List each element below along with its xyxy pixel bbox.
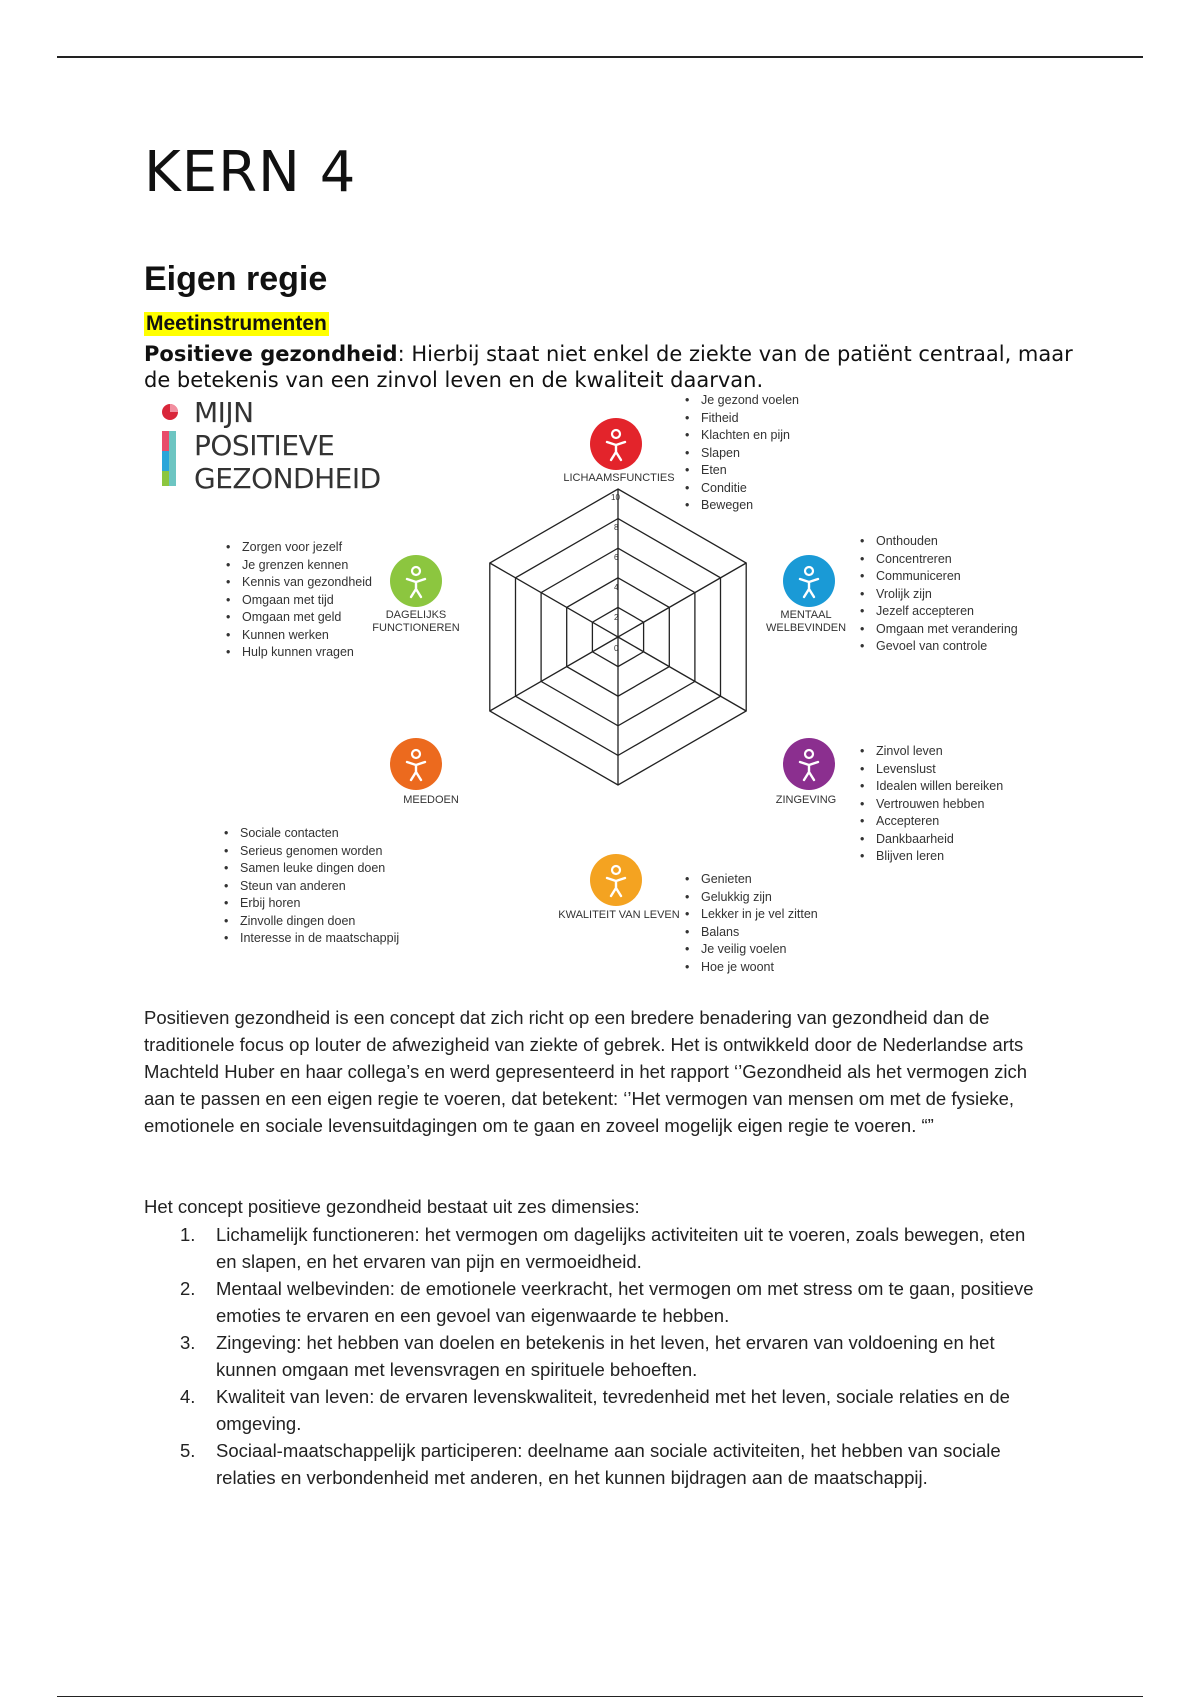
list-item: • Steun van anderen [222, 878, 399, 896]
list-item: • Dankbaarheid [858, 831, 1003, 849]
list-item [144, 1383, 1044, 1437]
list-item [144, 1437, 1044, 1491]
items-zingeving [858, 743, 1003, 866]
positive-health-figure [140, 392, 1060, 982]
person-meaning-icon [783, 738, 835, 790]
logo-line: POSITIEVE [194, 429, 335, 462]
list-item: • Zinvolle dingen doen [222, 913, 399, 931]
scale-tick: 6 [614, 553, 619, 562]
list-number: 4. [180, 1386, 196, 1407]
list-item: • Serieus genomen worden [222, 843, 399, 861]
list-item: • Je grenzen kennen [224, 557, 372, 575]
scale-tick: 8 [614, 523, 619, 532]
dimension-label-mentaal: MENTAAL WELBEVINDEN [766, 609, 847, 634]
list-item: • Accepteren [858, 813, 1003, 831]
top-rule [57, 56, 1143, 58]
list-item: • Sociale contacten [222, 825, 399, 843]
intro-rest: : Hierbij staat niet enkel de ziekte van de patiënt centraal, maar de betekenis van een zinvol leven en de kwaliteit daarvan. [144, 342, 1073, 392]
scale-tick: 0 [614, 644, 619, 653]
items-lichaamsfuncties [683, 392, 799, 515]
list-item: • Blijven leren [858, 848, 1003, 866]
list-item: • Jezelf accepteren [858, 603, 1018, 621]
list-item: • Kennis van gezondheid [224, 574, 372, 592]
list-item: • Onthouden [858, 533, 1018, 551]
list-item: • Hoe je woont [683, 959, 818, 977]
daily-life-icon [390, 555, 442, 607]
list-item [144, 1221, 1044, 1275]
list-item: • Concentreren [858, 551, 1018, 569]
grid-spoke [490, 563, 618, 637]
list-item: • Samen leuke dingen doen [222, 860, 399, 878]
list-item: • Zorgen voor jezelf [224, 539, 372, 557]
logo-line: MIJN [194, 396, 254, 429]
list-text: Sociaal-maatschappelijk participeren: deelname aan sociale activiteiten, het hebben van sociale relaties en verbondenheid met anderen, en het kunnen bijdragen aan de maatschappij. [216, 1440, 1001, 1488]
items-mentaal-welbevinden [858, 533, 1018, 656]
grid-spoke [490, 637, 618, 711]
section-heading: Eigen regie [144, 260, 328, 298]
list-number: 3. [180, 1332, 196, 1353]
list-item [144, 1329, 1044, 1383]
dimension-label-meedoen: MEEDOEN [403, 794, 459, 806]
list-item: • Zinvol leven [858, 743, 1003, 761]
list-item: • Omgaan met tijd [224, 592, 372, 610]
explanation-paragraph: Positieven gezondheid is een concept dat zich richt op een bredere benadering van gezondheid dan de traditionele focus op louter de afwezigheid van ziekte of gebrek. Het is ontwikkeld door de Nederlandse arts Machteld Huber en haar collega’s en werd gepresenteerd in het rapport ‘’Gezondheid als het vermogen zich aan te passen en een eigen regie te voeren, dat betekent: ‘’Het vermogen van mensen om met de fysieke, emotionele en sociale levensuitdagingen om te gaan en zoveel mogelijk eigen regie te voeren. “” [144, 1007, 1028, 1136]
list-item: • Balans [683, 924, 818, 942]
grid-spoke [618, 637, 746, 711]
dimensions-list [144, 1221, 1044, 1491]
items-meedoen [222, 825, 399, 948]
person-sun-icon [590, 854, 642, 906]
list-text: Kwaliteit van leven: de ervaren levenskwaliteit, tevredenheid met het leven, sociale relaties en de omgeving. [216, 1386, 1010, 1434]
grid-spoke [618, 563, 746, 637]
list-item: • Gelukkig zijn [683, 889, 818, 907]
list-item: • Kunnen werken [224, 627, 372, 645]
list-item: • Slapen [683, 445, 799, 463]
list-item [144, 1275, 1044, 1329]
dimension-label-lichaamsfuncties: LICHAAMSFUNCTIES [563, 472, 675, 484]
list-item: • Eten [683, 462, 799, 480]
dimension-label-kwaliteit: KWALITEIT VAN LEVEN [558, 909, 680, 921]
list-item: • Omgaan met geld [224, 609, 372, 627]
scale-tick: 4 [614, 583, 619, 592]
list-item: • Klachten en pijn [683, 427, 799, 445]
hexagon-grid [490, 489, 746, 785]
list-item: • Communiceren [858, 568, 1018, 586]
items-kwaliteit-van-leven [683, 871, 818, 976]
dimension-label-dagelijks: DAGELIJKS FUNCTIONEREN [372, 609, 460, 634]
person-mind-icon [783, 555, 835, 607]
scale-tick: 10 [611, 493, 620, 502]
logo-mark [162, 404, 178, 486]
running-person-icon [590, 418, 642, 470]
list-item: • Conditie [683, 480, 799, 498]
list-item: • Interesse in de maatschappij [222, 930, 399, 948]
logo-text [194, 396, 381, 495]
logo-line: GEZONDHEID [194, 462, 381, 495]
scale-tick: 2 [614, 613, 619, 622]
list-item: • Erbij horen [222, 895, 399, 913]
bottom-rule [57, 1696, 1143, 1697]
list-number: 5. [180, 1440, 196, 1461]
list-item: • Je veilig voelen [683, 941, 818, 959]
list-item: • Je gezond voelen [683, 392, 799, 410]
list-number: 2. [180, 1278, 196, 1299]
list-item: • Lekker in je vel zitten [683, 906, 818, 924]
intro-paragraph [144, 341, 1104, 393]
dimension-label-zingeving: ZINGEVING [775, 794, 837, 806]
list-item: • Genieten [683, 871, 818, 889]
list-item: • Vrolijk zijn [858, 586, 1018, 604]
list-item: • Bewegen [683, 497, 799, 515]
list-item: • Omgaan met verandering [858, 621, 1018, 639]
list-item: • Levenslust [858, 761, 1003, 779]
intro-bold: Positieve gezondheid [144, 342, 398, 366]
list-text: Zingeving: het hebben van doelen en betekenis in het leven, het ervaren van voldoening en het kunnen omgaan met levensvragen en spirituele behoeften. [216, 1332, 995, 1380]
page-title: KERN 4 [144, 140, 357, 205]
people-icon [390, 738, 442, 790]
highlighted-label: Meetinstrumenten [146, 312, 327, 335]
list-text: Mentaal welbevinden: de emotionele veerkracht, het vermogen om met stress om te gaan, positieve emoties te ervaren en een gevoel van eigenwaarde te hebben. [216, 1278, 1034, 1326]
list-item: • Hulp kunnen vragen [224, 644, 372, 662]
list-item: • Idealen willen bereiken [858, 778, 1003, 796]
list-item: • Gevoel van controle [858, 638, 1018, 656]
dimensions-intro: Het concept positieve gezondheid bestaat uit zes dimensies: [144, 1196, 640, 1217]
list-item: • Fitheid [683, 410, 799, 428]
list-text: Lichamelijk functioneren: het vermogen om dagelijks activiteiten uit te voeren, zoals bewegen, eten en slapen, en het ervaren van pijn en vermoeidheid. [216, 1224, 1026, 1272]
list-item: • Vertrouwen hebben [858, 796, 1003, 814]
items-dagelijks-functioneren [224, 539, 372, 662]
list-number: 1. [180, 1224, 196, 1245]
